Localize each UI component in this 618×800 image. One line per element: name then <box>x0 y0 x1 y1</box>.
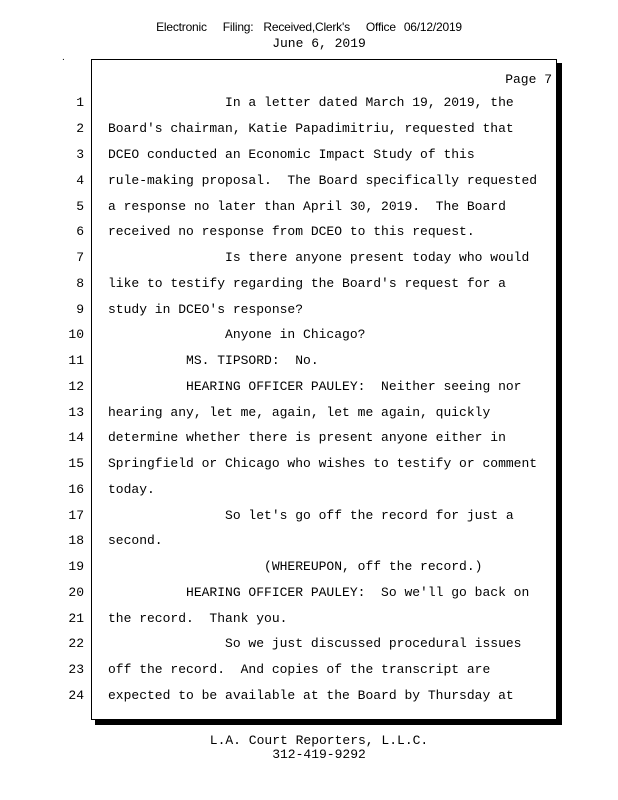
line-number: 3 <box>76 147 84 162</box>
line-number: 18 <box>68 533 84 548</box>
line-text: Board's chairman, Katie Papadimitriu, requested that <box>108 121 514 136</box>
line-number: 14 <box>68 430 84 445</box>
stamp-date: 06/12/2019 <box>403 20 462 34</box>
line-number: 23 <box>68 662 84 677</box>
line-text: received no response from DCEO to this request. <box>108 224 475 239</box>
line-text: second. <box>108 533 163 548</box>
stray-mark: . <box>62 52 65 63</box>
line-text: hearing any, let me, again, let me again, quickly <box>108 405 491 420</box>
transcript-line <box>0 533 618 555</box>
transcript-line <box>0 250 618 272</box>
transcript-line <box>0 121 618 143</box>
line-text: Is there anyone present today who would <box>108 250 530 265</box>
line-number: 21 <box>68 611 84 626</box>
transcript-line <box>0 508 618 530</box>
line-text: today. <box>108 482 155 497</box>
line-text: DCEO conducted an Economic Impact Study of this <box>108 147 475 162</box>
line-number: 24 <box>68 688 84 703</box>
line-number: 16 <box>68 482 84 497</box>
line-number: 6 <box>76 224 84 239</box>
line-text: So we just discussed procedural issues <box>108 636 522 651</box>
transcript-line <box>0 585 618 607</box>
transcript-line <box>0 456 618 478</box>
line-number: 13 <box>68 405 84 420</box>
line-text: expected to be available at the Board by Thursday at <box>108 688 514 703</box>
transcript-line <box>0 276 618 298</box>
transcript-line <box>0 662 618 684</box>
line-text: So let's go off the record for just a <box>108 508 514 523</box>
transcript-line <box>0 199 618 221</box>
transcript-line <box>0 224 618 246</box>
line-text: Springfield or Chicago who wishes to testify or comment <box>108 456 538 471</box>
line-text: a response no later than April 30, 2019. The Board <box>108 199 506 214</box>
page-number: Page 7 <box>505 72 552 87</box>
line-number: 10 <box>68 327 84 342</box>
line-number: 1 <box>76 95 84 110</box>
line-number: 12 <box>68 379 84 394</box>
line-number: 9 <box>76 302 84 317</box>
line-text: MS. TIPSORD: No. <box>108 353 319 368</box>
stamp-electronic: Electronic <box>156 20 207 34</box>
transcript-line <box>0 636 618 658</box>
line-number: 19 <box>68 559 84 574</box>
stamp-filing: Filing: <box>222 20 254 34</box>
line-number: 8 <box>76 276 84 291</box>
line-text: HEARING OFFICER PAULEY: Neither seeing nor <box>108 379 522 394</box>
line-number: 2 <box>76 121 84 136</box>
transcript-line <box>0 405 618 427</box>
transcript-line <box>0 482 618 504</box>
reporter-company: L.A. Court Reporters, L.L.C. <box>209 733 429 748</box>
line-text: study in DCEO's response? <box>108 302 304 317</box>
transcript-line <box>0 173 618 195</box>
line-number: 5 <box>76 199 84 214</box>
line-number: 4 <box>76 173 84 188</box>
transcript-line <box>0 559 618 581</box>
line-text: the record. Thank you. <box>108 611 288 626</box>
line-number: 22 <box>68 636 84 651</box>
line-number: 11 <box>68 353 84 368</box>
transcript-line <box>0 327 618 349</box>
line-number: 15 <box>68 456 84 471</box>
reporter-phone: 312-419-9292 <box>272 747 366 762</box>
hearing-date: June 6, 2019 <box>272 36 366 51</box>
transcript-line <box>0 147 618 169</box>
transcript-line <box>0 95 618 117</box>
stamp-office: Office <box>365 20 396 34</box>
transcript-line <box>0 379 618 401</box>
line-number: 20 <box>68 585 84 600</box>
stamp-received: Received,Clerk's <box>263 20 350 34</box>
line-number: 17 <box>68 508 84 523</box>
line-text: determine whether there is present anyone either in <box>108 430 506 445</box>
transcript-line <box>0 688 618 710</box>
line-number: 7 <box>76 250 84 265</box>
transcript-line <box>0 353 618 375</box>
transcript-line <box>0 430 618 452</box>
transcript-line <box>0 611 618 633</box>
line-text: HEARING OFFICER PAULEY: So we'll go back on <box>108 585 530 600</box>
transcript-line <box>0 302 618 324</box>
line-text: (WHEREUPON, off the record.) <box>108 559 483 574</box>
filing-stamp <box>0 20 618 34</box>
line-text: In a letter dated March 19, 2019, the <box>108 95 514 110</box>
line-text: like to testify regarding the Board's request for a <box>108 276 506 291</box>
line-text: off the record. And copies of the transcript are <box>108 662 491 677</box>
line-text: Anyone in Chicago? <box>108 327 366 342</box>
line-text: rule-making proposal. The Board specifically requested <box>108 173 538 188</box>
